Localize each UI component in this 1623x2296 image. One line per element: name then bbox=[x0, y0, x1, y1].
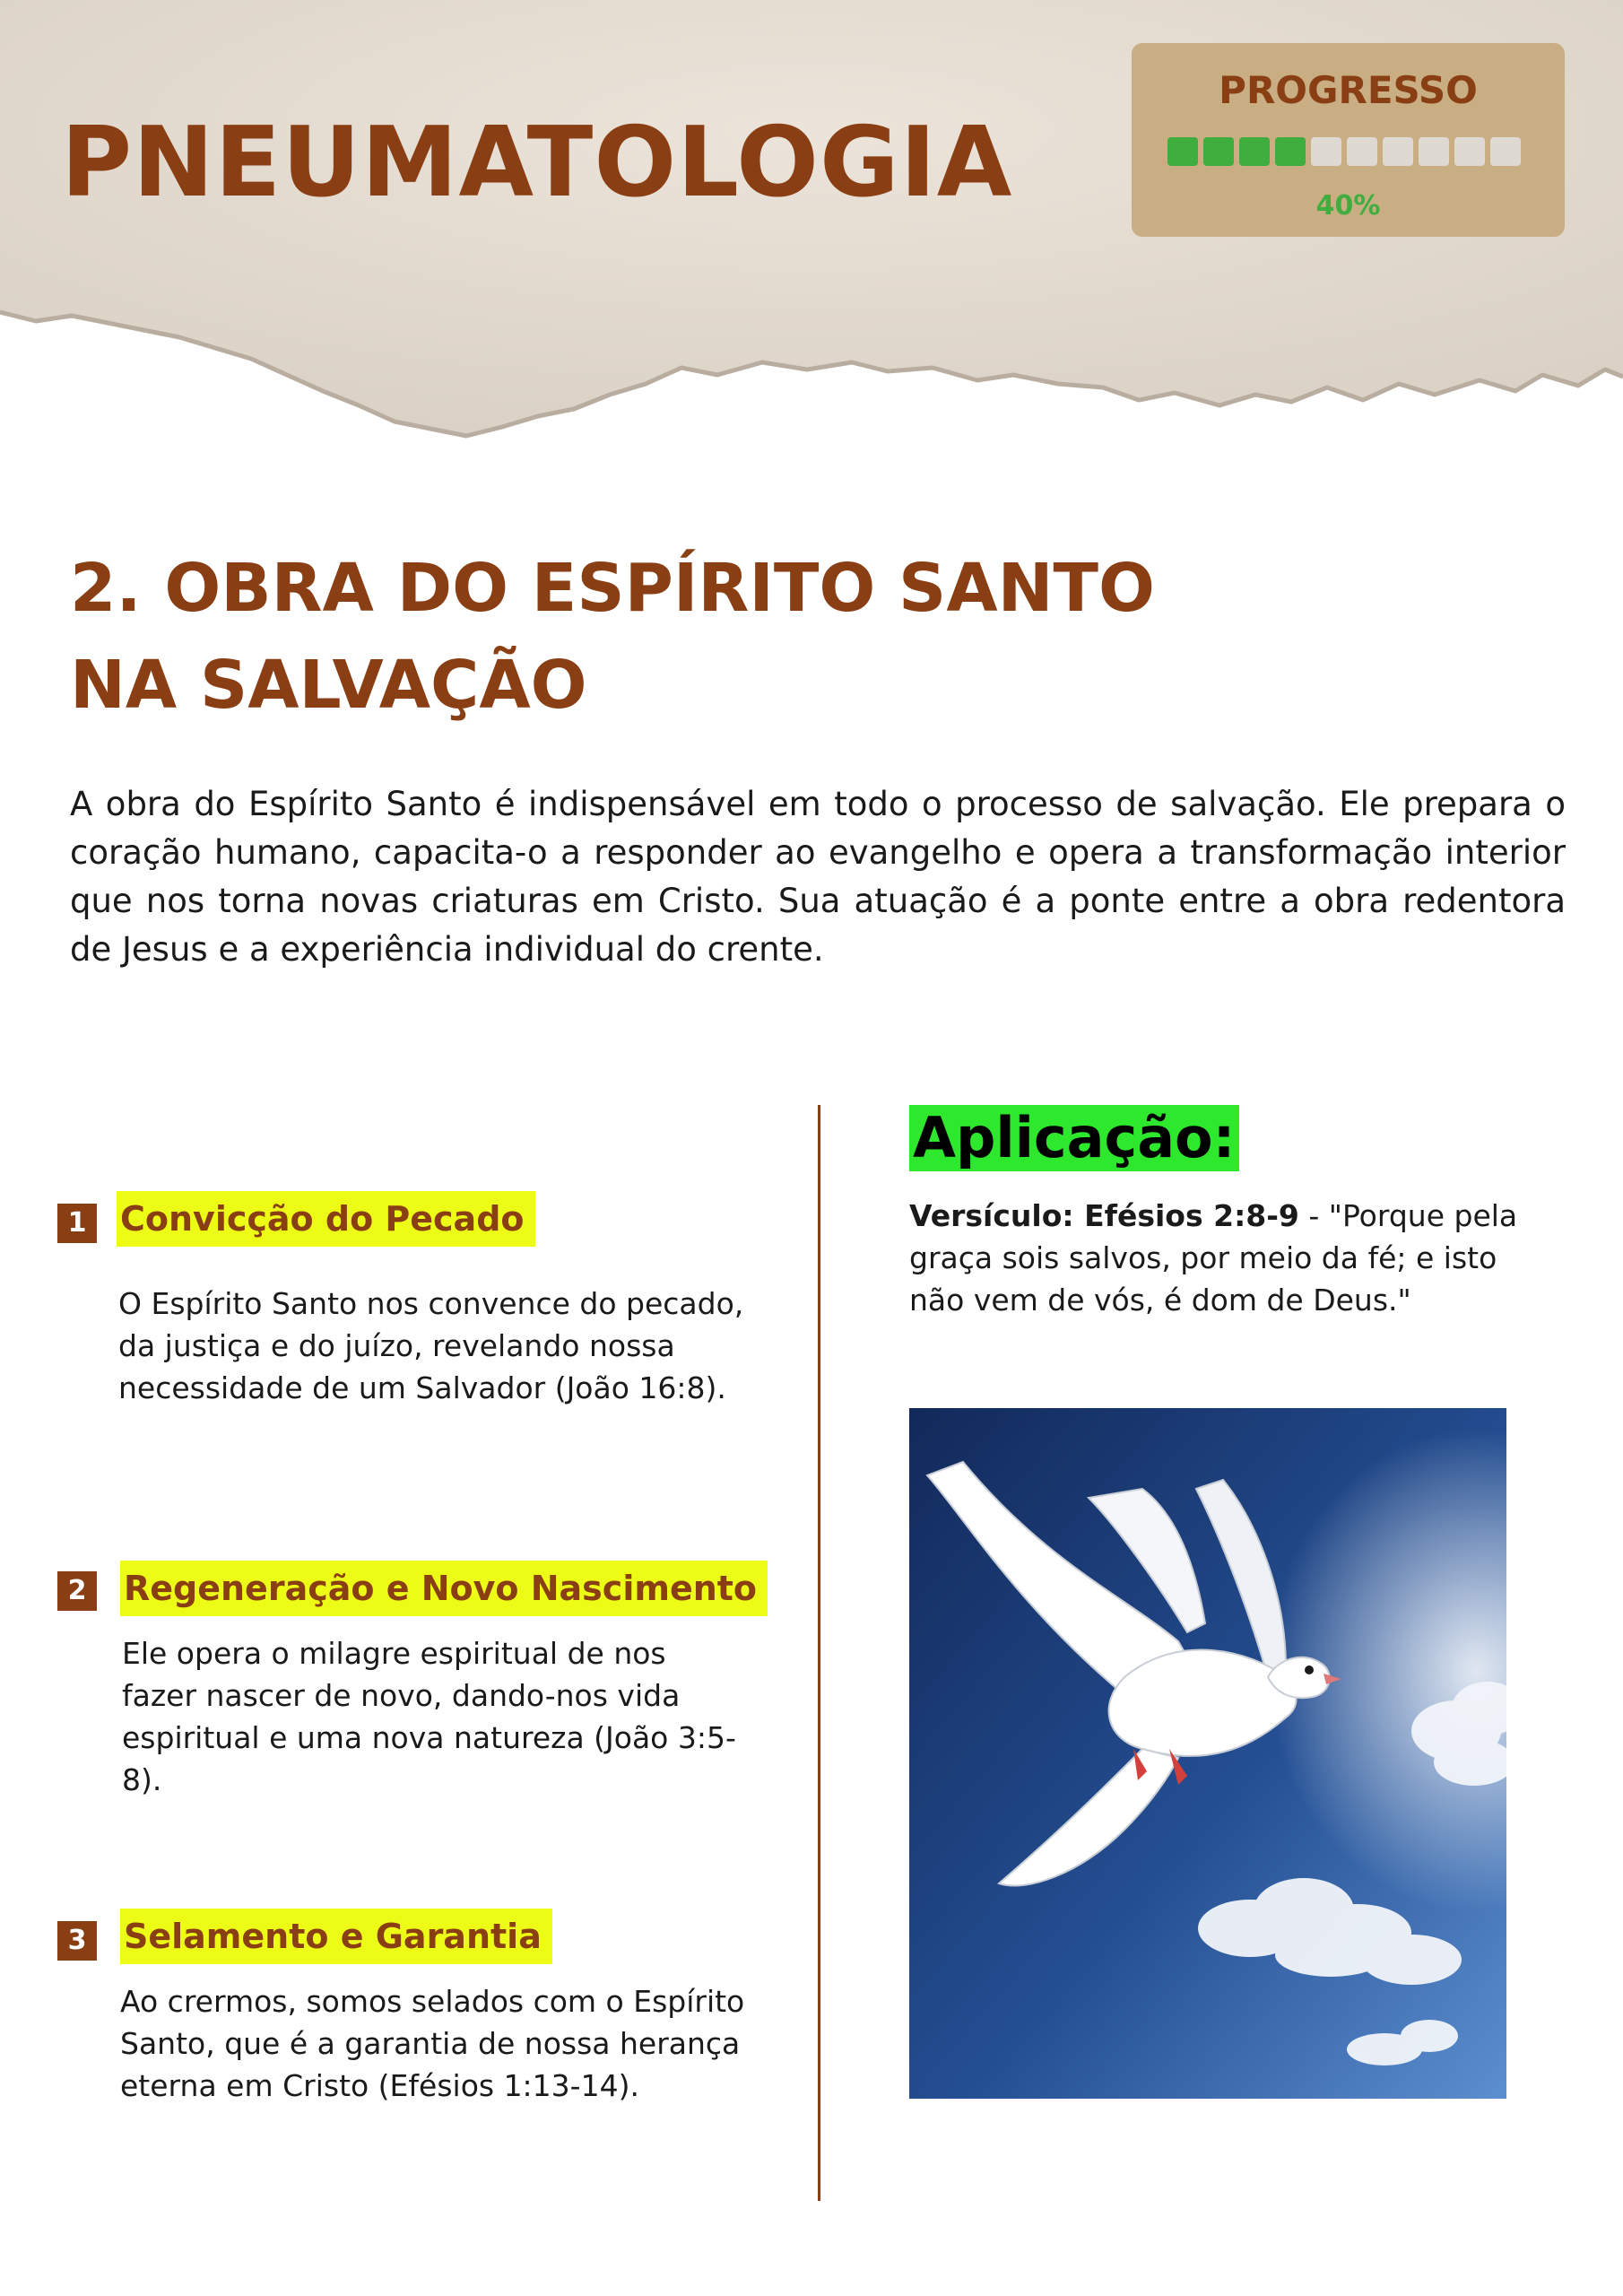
section-title-line1: 2. OBRA DO ESPÍRITO SANTO bbox=[70, 550, 1155, 627]
item-text-3: Ao crermos, somos selados com o Espírito Santo, que é a garantia de nossa herança eterna em Cristo (Efésios 1:13-14). bbox=[120, 1984, 745, 2103]
progress-segment-filled bbox=[1275, 137, 1306, 166]
verse-text: "Porque pela graça sois salvos, por meio da fé; e isto não vem de vós, é dom de Deus." bbox=[909, 1198, 1518, 1318]
item-title-2: Regeneração e Novo Nascimento bbox=[120, 1561, 768, 1616]
progress-segment-filled bbox=[1167, 137, 1198, 166]
progress-segment-empty bbox=[1383, 137, 1413, 166]
progress-segment-empty bbox=[1419, 137, 1449, 166]
item-text-2: Ele opera o milagre espiritual de nos fazer nascer de novo, dando-nos vida espiritual e uma nova natureza (João 3:5-8). bbox=[122, 1636, 736, 1797]
item-title-1: Convicção do Pecado bbox=[117, 1191, 535, 1247]
application-heading: Aplicação: bbox=[909, 1105, 1239, 1171]
item-number-3: 3 bbox=[57, 1921, 97, 1961]
progress-bar bbox=[1167, 137, 1521, 166]
column-divider bbox=[818, 1105, 820, 2201]
progress-segment-empty bbox=[1490, 137, 1521, 166]
progress-segment-filled bbox=[1203, 137, 1234, 166]
section-title bbox=[70, 540, 1155, 734]
item-text-1: O Espírito Santo nos convence do pecado, da justiça e do juízo, revelando nossa necessidade de um Salvador (João 16:8). bbox=[118, 1286, 744, 1405]
intro-paragraph: A obra do Espírito Santo é indispensável em todo o processo de salvação. Ele prepara o coração humano, capacita-o a responder ao evangelho e opera a transformação interior que nos torna novas criaturas em Cristo. Sua atuação é a ponte entre a obra redentora de Jesus e a experiência individual do crente. bbox=[70, 785, 1566, 969]
progress-segment-filled bbox=[1239, 137, 1270, 166]
verse-reference: Versículo: Efésios 2:8-9 bbox=[909, 1198, 1299, 1233]
item-number-1: 1 bbox=[57, 1204, 97, 1243]
progress-segment-empty bbox=[1311, 137, 1341, 166]
item-title-3: Selamento e Garantia bbox=[120, 1909, 552, 1964]
progress-segment-empty bbox=[1454, 137, 1485, 166]
item-number-2: 2 bbox=[57, 1571, 97, 1611]
progress-label: PROGRESSO bbox=[1219, 68, 1478, 112]
section-title-line2: NA SALVAÇÃO bbox=[70, 647, 587, 724]
progress-segment-empty bbox=[1347, 137, 1377, 166]
verse-separator: - bbox=[1298, 1198, 1329, 1233]
progress-card bbox=[1132, 43, 1565, 237]
dove-photo bbox=[909, 1408, 1506, 2099]
progress-value: 40% bbox=[1315, 190, 1381, 222]
app-title: PNEUMATOLOGIA bbox=[61, 107, 1013, 219]
verse-paragraph bbox=[909, 1195, 1555, 1321]
